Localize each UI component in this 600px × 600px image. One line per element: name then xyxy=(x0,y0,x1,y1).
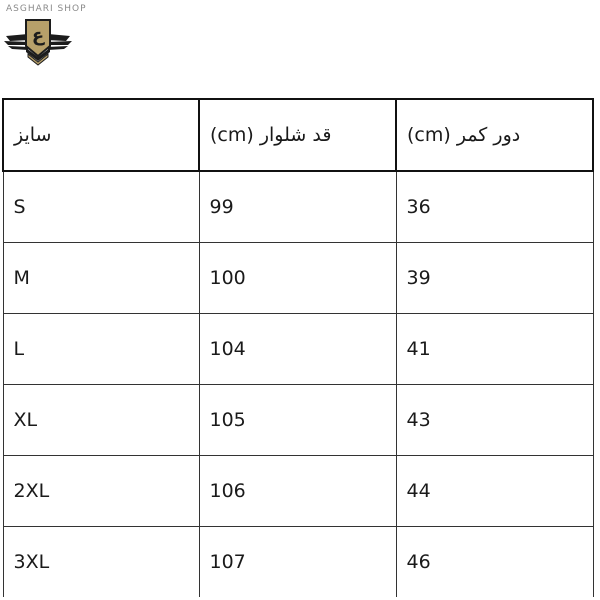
waist-cell: 39 xyxy=(396,243,593,314)
logo-letter: ع xyxy=(31,25,45,46)
header-pants-length: قد شلوار (cm) xyxy=(199,99,396,171)
table-row xyxy=(3,385,593,456)
waist-cell: 44 xyxy=(396,456,593,527)
waist-cell: 46 xyxy=(396,527,593,598)
table-row xyxy=(3,171,593,243)
size-cell: L xyxy=(3,314,199,385)
table-row xyxy=(3,456,593,527)
table-row xyxy=(3,243,593,314)
size-cell: XL xyxy=(3,385,199,456)
waist-cell: 36 xyxy=(396,171,593,243)
size-cell: 2XL xyxy=(3,456,199,527)
table-row xyxy=(3,527,593,598)
header-waist: دور کمر (cm) xyxy=(396,99,593,171)
shop-name: ASGHARI SHOP xyxy=(6,4,87,14)
waist-cell: 43 xyxy=(396,385,593,456)
pants-length-cell: 105 xyxy=(199,385,396,456)
table-row xyxy=(3,314,593,385)
size-cell: S xyxy=(3,171,199,243)
pants-length-cell: 104 xyxy=(199,314,396,385)
header-row xyxy=(3,99,593,171)
pants-length-cell: 99 xyxy=(199,171,396,243)
pants-length-cell: 107 xyxy=(199,527,396,598)
size-chart-header xyxy=(3,99,593,171)
pants-length-cell: 106 xyxy=(199,456,396,527)
pants-length-cell: 100 xyxy=(199,243,396,314)
size-chart-body xyxy=(3,171,593,597)
size-chart-table xyxy=(2,98,594,597)
size-cell: 3XL xyxy=(3,527,199,598)
header-size: سایز xyxy=(3,99,199,171)
winged-chevron-shield-logo-icon xyxy=(2,16,74,66)
size-cell: M xyxy=(3,243,199,314)
waist-cell: 41 xyxy=(396,314,593,385)
